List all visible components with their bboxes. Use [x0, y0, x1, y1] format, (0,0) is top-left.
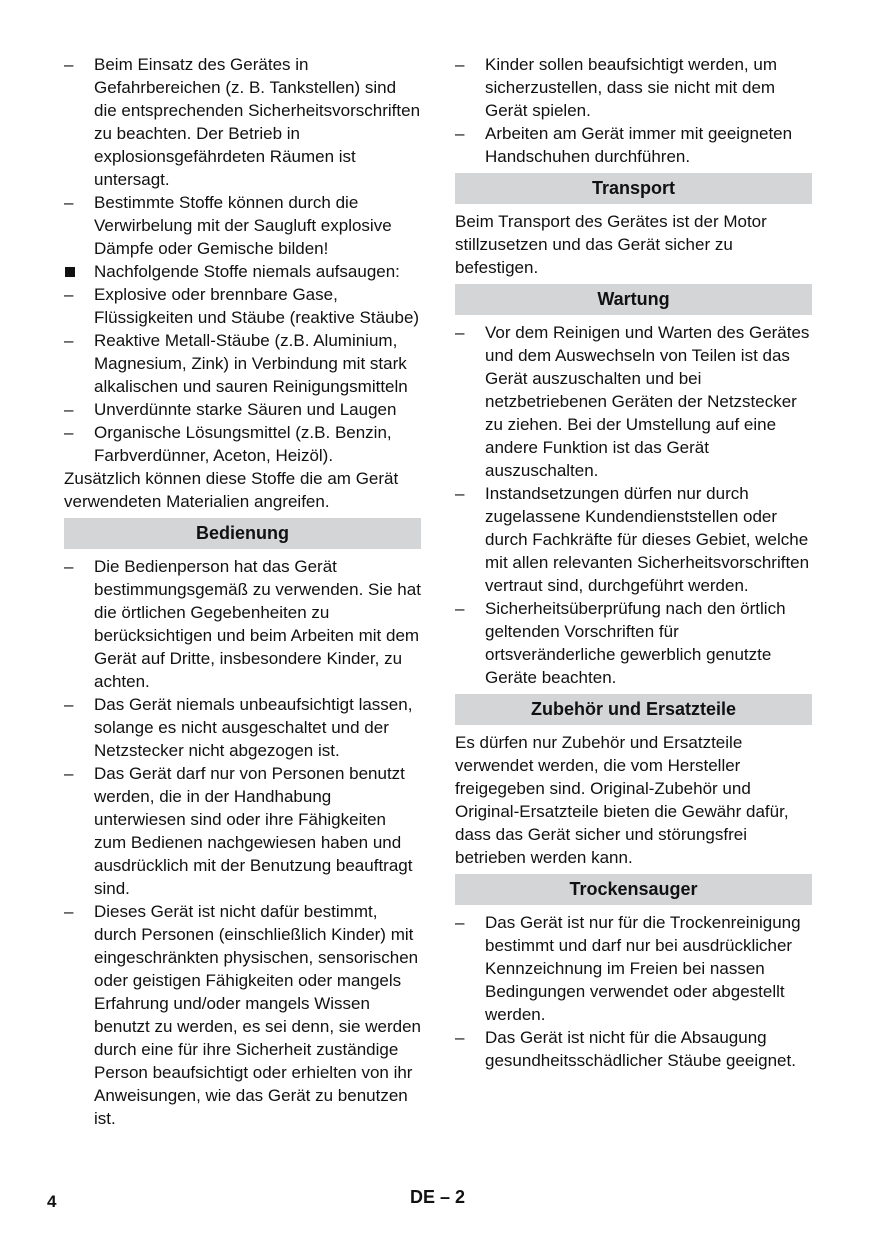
list-item [455, 122, 812, 168]
right-column [455, 53, 812, 1072]
list-item-text: Das Gerät darf nur von Personen benutzt werden, die in der Handhabung unterwiesen sind oder ihre Fähigkeiten zum Bedienen nachgewiesen haben und ausdrücklich mit der Benutzung beauftragt sind. [94, 764, 413, 898]
page-number: 4 [47, 1192, 57, 1211]
dash-marker: – [455, 913, 465, 932]
trockensauger-list [455, 911, 812, 1072]
list-item [64, 329, 421, 398]
dash-marker: – [455, 55, 465, 74]
list-item-text: Dieses Gerät ist nicht dafür bestimmt, durch Personen (einschließlich Kinder) mit eingeschränkten physischen, sensorischen oder geistigen Fähigkeiten oder mangels Erfahrung und/oder mangels Wissen benutzt zu werden, es sei denn, sie werden durch eine für ihre Sicherheit zuständige Person beaufsichtigt oder erhielten von ihr Anweisungen, wie das Gerät zu benutzen ist. [94, 902, 421, 1128]
dash-marker: – [64, 423, 74, 442]
dash-marker: – [64, 331, 74, 350]
section-heading-zubehoer: Zubehör und Ersatzteile [455, 694, 812, 725]
dash-marker: – [64, 55, 74, 74]
dash-marker: – [64, 695, 74, 714]
intro-list [455, 53, 812, 168]
dash-marker: – [455, 484, 465, 503]
dash-marker: – [455, 124, 465, 143]
intro-paragraph: Zusätzlich können diese Stoffe die am Gerät verwendeten Materialien angreifen. [64, 469, 399, 511]
list-item [64, 762, 421, 900]
list-item-text: Beim Einsatz des Gerätes in Gefahrbereichen (z. B. Tankstellen) sind die entsprechenden Sicherheitsvorschriften zu beachten. Der Betrieb in explosionsgefährdeten Räumen ist untersagt. [94, 55, 421, 189]
section-heading-trockensauger: Trockensauger [455, 874, 812, 905]
list-item-text: Kinder sollen beaufsichtigt werden, um sicherzustellen, dass sie nicht mit dem Gerät spielen. [485, 55, 777, 120]
list-item [64, 260, 421, 283]
dash-marker: – [64, 285, 74, 304]
bedienung-list [64, 555, 421, 1130]
dash-marker: – [64, 193, 74, 212]
list-item [455, 321, 812, 482]
list-item [64, 900, 421, 1130]
dash-marker: – [455, 599, 465, 618]
list-item-text: Nachfolgende Stoffe niemals aufsaugen: [94, 262, 400, 281]
list-item [455, 1026, 812, 1072]
list-item [64, 398, 421, 421]
list-item-text: Organische Lösungsmittel (z.B. Benzin, Farbverdünner, Aceton, Heizöl). [94, 423, 392, 465]
list-item [64, 283, 421, 329]
list-item-text: Instandsetzungen dürfen nur durch zugelassene Kundendienststellen oder durch Fachkräfte für dieses Gebiet, welche mit allen relevanten Sicherheitsvorschriften vertraut sind, durchgeführt werden. [485, 484, 810, 595]
list-item-text: Das Gerät ist nur für die Trockenreinigung bestimmt und darf nur bei ausdrücklicher Kennzeichnung im Freien bei nassen Bedingungen verwendet oder abgestellt werden. [485, 913, 801, 1024]
dash-marker: – [64, 902, 74, 921]
dash-marker: – [455, 1028, 465, 1047]
intro-list [64, 53, 421, 467]
list-item [64, 555, 421, 693]
list-item-text: Die Bedienperson hat das Gerät bestimmungsgemäß zu verwenden. Sie hat die örtlichen Gegebenheiten zu berücksichtigen und beim Arbeiten mit dem Gerät auf Dritte, insbesondere Kinder, zu achten. [94, 557, 421, 691]
dash-marker: – [64, 764, 74, 783]
list-item-text: Unverdünnte starke Säuren und Laugen [94, 400, 397, 419]
list-item [455, 482, 812, 597]
zubehoer-paragraph: Es dürfen nur Zubehör und Ersatzteile verwendet werden, die vom Hersteller freigegeben sind. Original-Zubehör und Original-Ersatzteile bieten die Gewähr dafür, dass das Gerät sicher und störungsfrei betrieben werden kann. [455, 733, 789, 867]
list-item [64, 693, 421, 762]
list-item-text: Das Gerät ist nicht für die Absaugung gesundheitsschädlicher Stäube geeignet. [485, 1028, 796, 1070]
list-item-text: Sicherheitsüberprüfung nach den örtlich geltenden Vorschriften für ortsveränderliche gewerblich genutzte Geräte beachten. [485, 599, 786, 687]
wartung-list [455, 321, 812, 689]
list-item [64, 53, 421, 191]
dash-marker: – [64, 557, 74, 576]
list-item-text: Bestimmte Stoffe können durch die Verwirbelung mit der Saugluft explosive Dämpfe oder Gemische bilden! [94, 193, 392, 258]
list-item-text: Explosive oder brennbare Gase, Flüssigkeiten und Stäube (reaktive Stäube) [94, 285, 420, 327]
section-heading-transport: Transport [455, 173, 812, 204]
square-bullet-icon [65, 267, 75, 277]
list-item-text: Arbeiten am Gerät immer mit geeigneten Handschuhen durchführen. [485, 124, 793, 166]
list-item [455, 53, 812, 122]
list-item [455, 911, 812, 1026]
section-page-number: DE – 2 [410, 1187, 466, 1207]
transport-paragraph: Beim Transport des Gerätes ist der Motor stillzusetzen und das Gerät sicher zu befestigen. [455, 212, 767, 277]
left-column [64, 53, 421, 1130]
section-heading-wartung: Wartung [455, 284, 812, 315]
dash-marker: – [455, 323, 465, 342]
list-item-text: Reaktive Metall-Stäube (z.B. Aluminium, Magnesium, Zink) in Verbindung mit stark alkalischen und sauren Reinigungsmitteln [94, 331, 408, 396]
section-heading-bedienung: Bedienung [64, 518, 421, 549]
list-item [455, 597, 812, 689]
list-item [64, 191, 421, 260]
list-item [64, 421, 421, 467]
list-item-text: Das Gerät niemals unbeaufsichtigt lassen, solange es nicht ausgeschaltet und der Netzstecker nicht abgezogen ist. [94, 695, 413, 760]
list-item-text: Vor dem Reinigen und Warten des Gerätes und dem Auswechseln von Teilen ist das Gerät auszuschalten und bei netzbetriebenen Geräten der Netzstecker zu ziehen. Bei der Umstellung auf eine andere Funktion ist das Gerät auszuschalten. [485, 323, 810, 480]
dash-marker: – [64, 400, 74, 419]
